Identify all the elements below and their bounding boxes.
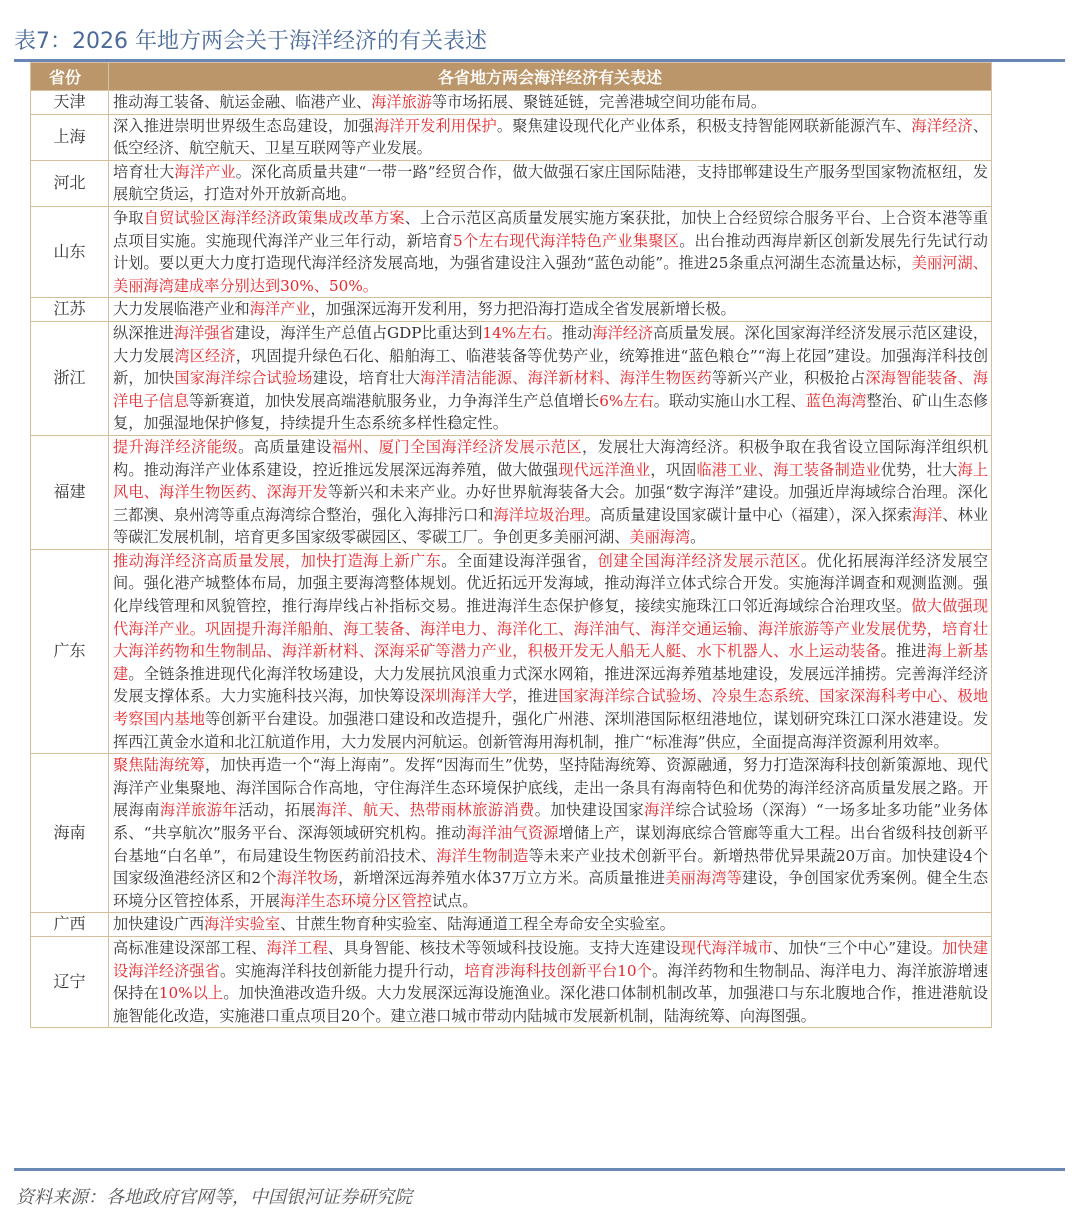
body-text: 。高质量建设	[238, 437, 332, 456]
body-text: 。联动实施山水工程、	[653, 391, 806, 410]
highlighted-text: 海洋牧场	[276, 869, 339, 888]
description-cell	[109, 549, 992, 753]
header-province: 省份	[31, 63, 109, 91]
province-cell: 河北	[31, 160, 109, 206]
table-row	[31, 549, 992, 753]
body-text: 。加快渔港改造升级。大力发展深远海设施渔业。深化港口体制机制改革，加强港口与东北腹地合作，推进港航设施智能化改造，实施港口重点项目20个。建立港口城市带动内陆城市发展新机制，陆海统筹、向海图强。	[113, 984, 989, 1025]
body-text: ，加快再造一个“海上海南”。发挥“因海而生”优势，坚持陆海统筹、资源融通，努力打造深海科技创新策源地、现代海洋产业集聚地、海洋国际合作高地，守住海洋生态环境保护底线，走出一条具有海南特色和优势的海洋经济高质量发展之路。开展海南	[113, 756, 989, 820]
highlighted-text: 加快建设海洋经济强省	[113, 938, 989, 980]
body-text: 等市场拓展、聚链延链，完善港城空间功能布局。	[431, 93, 767, 111]
table-row	[31, 114, 992, 160]
table-row	[31, 160, 992, 206]
body-text: 等新赛道，加快发展高端港航服务业，力争海洋生产总值增长	[188, 391, 600, 410]
highlighted-text: 现代远洋渔业	[558, 460, 651, 479]
highlighted-text: 福州、厦门全国海洋经济发展示范区	[331, 437, 583, 456]
highlighted-text: 创建全国海洋经济发展示范区	[597, 551, 801, 570]
highlighted-text: 14%左右	[482, 323, 547, 342]
description-cell	[109, 114, 992, 160]
body-text: 综合试验场（深海）“一场多址多功能”业务体系、“共享航次”服务平台、深海领域研究机构。推动	[113, 801, 989, 842]
highlighted-text: 5个左右现代海洋特色产业集聚区	[452, 231, 680, 250]
highlighted-text: 推动海洋经济高质量发展，加快打造海上新广东	[113, 551, 442, 570]
province-cell: 天津	[31, 91, 109, 115]
table-row	[31, 913, 992, 937]
highlighted-text: 海洋油气资源	[466, 824, 559, 842]
body-text: 。推进	[880, 642, 927, 661]
highlighted-text: 海洋强省	[173, 323, 235, 342]
highlighted-text: 6%左右	[599, 391, 654, 410]
body-text: 推动海工装备、航运金融、临港产业、	[113, 93, 372, 111]
body-text: 。实施海洋科技创新能力提升行动，	[219, 961, 465, 980]
highlighted-text: 国家海洋综合试验场、冷泉生态系统、国家深海科考中心、极地考察国内基地	[113, 687, 989, 729]
description-cell	[109, 206, 992, 297]
body-text: ，加强深远海开发利用，努力把沿海打造成全省发展新增长极。	[310, 300, 736, 319]
province-cell: 浙江	[31, 321, 109, 435]
highlighted-text: 培育涉海科技创新平台10个	[464, 961, 652, 980]
description-cell	[109, 435, 992, 549]
highlighted-text: 海洋经济	[911, 116, 973, 135]
highlighted-text: 10%以上	[158, 984, 224, 1003]
highlighted-text: 海洋	[644, 801, 676, 820]
table-row	[31, 298, 992, 322]
body-text: 等创新平台建设。加强港口建设和改造提升，强化广州港、深圳港国际枢纽港地位，谋划研究珠江口深水港建设。发挥西江黄金水道和北江航道作用，大力发展内河航运。创新管海用海机制，推广“标准海”供应，全面提高海洋资源利用效率。	[113, 710, 989, 751]
table-row	[31, 754, 992, 913]
body-text: 等新兴和未来产业。办好世界航海装备大会。加强“数字海洋”建设。加强近岸海域综合治理。深化三都澳、泉州湾等重点海湾综合整治，强化入海排污口和	[113, 483, 988, 524]
highlighted-text: 做大做强现代海洋产业。巩固提升海洋船舶、海工装备、海洋电力、海洋化工、海洋油气、海洋交通运输、海洋旅游等产业发展优势，培育壮大海洋药物和生物制品、海洋新材料、深海采矿等潜力产业，积极开发无人船无人艇、水下机器人、水上运动装备	[113, 597, 989, 661]
description-cell	[109, 754, 992, 913]
body-text: 。全面建设海洋强省，	[441, 551, 598, 570]
highlighted-text: 海洋经济	[592, 323, 654, 342]
description-cell	[109, 936, 992, 1027]
highlighted-text: 美丽海湾	[629, 528, 691, 547]
policy-table	[30, 62, 992, 1028]
highlighted-text: 现代海洋城市	[680, 938, 773, 957]
body-text: ，推进	[512, 687, 559, 706]
province-cell: 上海	[31, 114, 109, 160]
header-description: 各省地方两会海洋经济有关表述	[109, 63, 992, 91]
body-text: 、甘蔗生物育种实验室、陆海通道工程全寿命安全实验室。	[280, 915, 675, 934]
body-text: 加快建设广西	[113, 915, 205, 934]
body-text: 、林业等碳汇发展机制，培育更多国家级零碳园区、零碳工厂。争创更多美丽河湖、	[113, 505, 989, 547]
body-text: 。高质量建设国家碳计量中心（福建），深入探索	[584, 505, 912, 524]
body-text: 建设，海洋生产总值占GDP比重达到	[234, 323, 483, 342]
body-text: 高标准建设深部工程、	[113, 938, 267, 957]
highlighted-text: 提升海洋经济能级	[113, 437, 239, 456]
body-text: ，巩固提升绿色石化、船舶海工、临港装备等优势产业，统筹推进“蓝色粮仓”“海上花园”建设。加强海洋科技创新，加快	[113, 346, 989, 388]
province-cell: 福建	[31, 435, 109, 549]
body-text: ，巩固	[650, 460, 697, 479]
body-text: 争取	[113, 208, 144, 227]
body-text: 。全链条推进现代化海洋牧场建设，大力发展抗风浪重力式深水网箱，推进深远海养殖基地建设，发展远洋捕捞。完善海洋经济发展支撑体系。大力实施科技兴海，加快筹设	[113, 664, 989, 706]
body-text: 。加快建设国家	[534, 801, 645, 820]
highlighted-text: 海洋生态环境分区管控	[280, 891, 432, 910]
highlighted-text: 海洋生物制造	[436, 846, 529, 865]
body-text: 建设，培育壮大	[312, 369, 421, 388]
body-text: 试点。	[431, 891, 478, 910]
body-text: 。海洋药物和生物制品、海洋电力、海洋旅游增速保持在	[113, 961, 989, 1003]
body-text: ，新增深远海养殖水体37万立方米。高质量推进	[338, 869, 666, 888]
bottom-rule-divider	[14, 1168, 1065, 1171]
table-row	[31, 91, 992, 115]
description-cell	[109, 91, 992, 115]
highlighted-text: 海洋实验室	[204, 915, 281, 934]
description-cell	[109, 160, 992, 206]
highlighted-text: 海洋垃圾治理	[493, 505, 585, 524]
body-text: 整治、矿山生态修复，加强湿地保护修复，持续提升生态系统多样性稳定性。	[113, 391, 989, 433]
highlighted-text: 美丽海湾等	[665, 869, 743, 888]
body-text: 纵深推进	[113, 323, 174, 342]
highlighted-text: 国家海洋综合试验场	[174, 369, 313, 388]
body-text: 建设，争创国家优秀案例。健全生态环境分区管控体系，开展	[113, 869, 989, 910]
highlighted-text: 海上风电、海洋生物医药、深海开发	[113, 460, 989, 502]
highlighted-text: 海洋、航天、热带雨林旅游消费	[316, 801, 535, 820]
highlighted-text: 海洋开发利用保护	[374, 116, 497, 135]
body-text: 等新兴产业，积极抢占	[711, 369, 866, 388]
body-text: ，发展壮大海湾经济。积极争取在我省设立国际海洋组织机构。推动海洋产业体系建设，控近推远发展深远海养殖，做大做强	[113, 437, 989, 479]
province-cell: 广西	[31, 913, 109, 937]
table-row	[31, 435, 992, 549]
body-text: 活动，拓展	[237, 801, 317, 820]
body-text: 。聚焦建设现代化产业体系，积极支持智能网联新能源汽车、	[496, 116, 912, 135]
body-text: 。	[690, 528, 706, 547]
highlighted-text: 自贸试验区海洋经济政策集成改革方案	[143, 208, 405, 227]
body-text: 等未来产业技术创新平台。新增热带优异果蔬20万亩。加快建设4个国家级渔港经济区和2个	[113, 846, 989, 888]
body-text: 优势，壮大	[880, 460, 958, 479]
province-cell: 江苏	[31, 298, 109, 322]
highlighted-text: 海洋	[911, 505, 943, 524]
table-header-row	[31, 63, 992, 91]
highlighted-text: 海洋旅游年	[159, 801, 238, 820]
province-cell: 广东	[31, 549, 109, 753]
highlighted-text: 临港工业、海工装备制造业	[696, 460, 881, 479]
table-row	[31, 206, 992, 297]
body-text: 增储上产，谋划海底综合管廊等重大工程。出台省级科技创新平台基地“白名单”，布局建设生物医药前沿技术、	[113, 824, 989, 865]
body-text: 深入推进崇明世界级生态岛建设，加强	[113, 116, 375, 135]
highlighted-text: 深海智能装备、海洋电子信息	[113, 369, 989, 410]
description-cell	[109, 298, 992, 322]
body-text: 。深化高质量共建“一带一路”经贸合作，做大做强石家庄国际陆港，支持邯郸建设生产服务型国家物流枢纽，发展航空货运，打造对外开放新高地。	[113, 162, 989, 204]
body-text: 、加快“三个中心”建设。	[772, 938, 943, 957]
highlighted-text: 海洋产业	[249, 300, 311, 319]
description-cell	[109, 321, 992, 435]
table-row	[31, 321, 992, 435]
body-text: 大力发展临港产业和	[113, 300, 250, 319]
highlighted-text: 美丽河湖、美丽海湾建成率分别达到30%、50%。	[113, 254, 988, 295]
highlighted-text: 海洋清洁能源、海洋新材料、海洋生物医药	[420, 369, 712, 388]
description-cell	[109, 913, 992, 937]
body-text: 、上合示范区高质量发展实施方案获批，加快上合经贸综合服务平台、上合资本港等重点项目实施。实施现代海洋产业三年行动，新培育	[113, 208, 989, 250]
body-text: 。出台推动西海岸新区创新发展先行先试行动计划。要以更大力度打造现代海洋经济发展高地，为强省建设注入强劲“蓝色动能”。推进25条重点河湖生态流量达标，	[113, 231, 988, 273]
body-text: 、低空经济、航空航天、卫星互联网等产业发展。	[113, 116, 989, 158]
table-title: 表7：2026 年地方两会关于海洋经济的有关表述	[14, 29, 487, 54]
highlighted-text: 深圳海洋大学	[420, 687, 513, 706]
table-body	[31, 91, 992, 1028]
province-cell: 山东	[31, 206, 109, 297]
body-text: 、具身智能、核技术等领域科技设施。支持大连建设	[327, 938, 681, 957]
body-text: 高质量发展。深化国家海洋经济发展示范区建设，大力发展	[113, 323, 989, 365]
province-cell: 辽宁	[31, 936, 109, 1027]
highlighted-text: 聚焦陆海统筹	[113, 756, 206, 775]
highlighted-text: 湾区经济	[174, 346, 236, 365]
highlighted-text: 海洋旅游	[371, 93, 432, 111]
body-text: 培育壮大	[113, 162, 175, 181]
table-row	[31, 936, 992, 1027]
highlighted-text: 海上新基建	[113, 642, 989, 683]
highlighted-text: 海洋工程	[266, 938, 328, 957]
highlighted-text: 海洋产业	[174, 162, 236, 181]
body-text: 。推动	[546, 323, 593, 342]
highlighted-text: 蓝色海湾	[805, 391, 867, 410]
province-cell: 海南	[31, 754, 109, 913]
source-note: 资料来源：各地政府官网等，中国银河证券研究院	[16, 1187, 412, 1208]
body-text: 。优化拓展海洋经济发展空间。强化港产城整体布局，加强主要海湾整体规划。优近拓远开发海域，推动海洋立体式综合开发。实施海洋调查和观测监测。强化岸线管理和风貌管控，推行海岸线占补指标交易。推进海洋生态保护修复，接续实施珠江口邻近海域综合治理攻坚。	[113, 551, 989, 616]
